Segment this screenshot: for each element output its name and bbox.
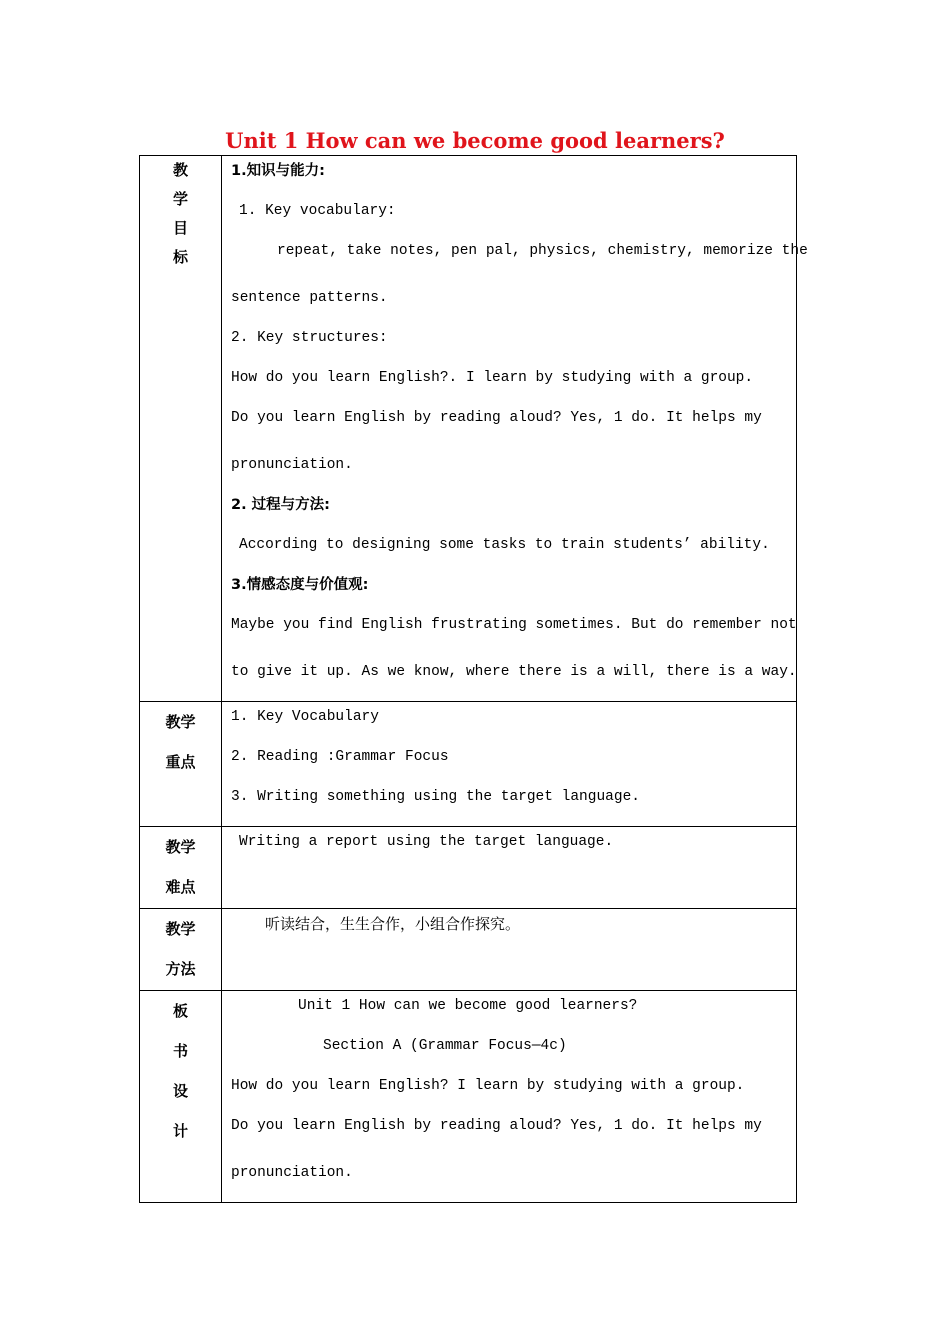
key-point-item: 1. Key Vocabulary xyxy=(231,709,379,725)
methods-content-cell xyxy=(222,909,797,991)
label-text: 方法 xyxy=(165,960,196,978)
process-line: According to designing some tasks to train students’ ability. xyxy=(239,537,770,553)
key-points-label-cell xyxy=(140,702,222,827)
board-line: Section A (Grammar Focus—4c) xyxy=(323,1038,567,1054)
emotion-line: Maybe you find English frustrating sometimes. But do remember not xyxy=(231,617,797,633)
board-line: pronunciation. xyxy=(231,1165,353,1181)
label-text: 难点 xyxy=(165,878,196,896)
board-design-content-cell xyxy=(222,991,797,1203)
objectives-label-cell xyxy=(140,156,222,702)
vocab-heading: 1. Key vocabulary: xyxy=(239,203,396,219)
methods-label-cell xyxy=(140,909,222,991)
structure-line: pronunciation. xyxy=(231,457,353,473)
process-heading: 2. 过程与方法: xyxy=(231,497,330,513)
page-title: Unit 1 How can we become good learners? xyxy=(225,128,725,153)
key-point-item: 3. Writing something using the target language. xyxy=(231,789,640,805)
structure-line: Do you learn English by reading aloud? Yes, 1 do. It helps my xyxy=(231,410,762,426)
label-text: 教学 xyxy=(165,920,196,938)
label-char: 学 xyxy=(172,190,188,208)
key-point-item: 2. Reading :Grammar Focus xyxy=(231,749,449,765)
methods-row xyxy=(140,909,797,991)
structure-line: How do you learn English?. I learn by studying with a group. xyxy=(231,370,754,386)
vocab-line: sentence patterns. xyxy=(231,290,388,306)
board-line: Unit 1 How can we become good learners? xyxy=(298,998,638,1014)
methods-text: 听读结合，生生合作，小组合作探究。 xyxy=(265,915,521,933)
board-design-label-cell xyxy=(140,991,222,1203)
label-char: 目 xyxy=(172,219,188,237)
board-line: Do you learn English by reading aloud? Yes, 1 do. It helps my xyxy=(231,1118,762,1134)
label-text: 教学 xyxy=(165,713,196,731)
emotion-heading: 3.情感态度与价值观: xyxy=(231,577,369,593)
board-line: How do you learn English? I learn by studying with a group. xyxy=(231,1078,745,1094)
label-char: 教 xyxy=(172,161,188,179)
label-char: 计 xyxy=(172,1122,188,1140)
label-char: 标 xyxy=(172,248,188,266)
label-char: 书 xyxy=(172,1042,188,1060)
emotion-line: to give it up. As we know, where there is a will, there is a way. xyxy=(231,664,797,680)
label-char: 板 xyxy=(172,1002,188,1020)
vocab-line: repeat, take notes, pen pal, physics, chemistry, memorize the xyxy=(277,243,808,259)
label-char: 设 xyxy=(172,1082,188,1100)
knowledge-heading: 1.知识与能力: xyxy=(231,163,325,179)
difficulties-label-cell xyxy=(140,827,222,909)
difficulties-row xyxy=(140,827,797,909)
label-text: 教学 xyxy=(165,838,196,856)
difficulty-text: Writing a report using the target language. xyxy=(239,834,614,850)
key-points-row xyxy=(140,702,797,827)
difficulties-content-cell xyxy=(222,827,797,909)
structures-heading: 2. Key structures: xyxy=(231,330,388,346)
objectives-content-cell xyxy=(222,156,808,702)
objectives-row xyxy=(140,156,797,702)
label-text: 重点 xyxy=(165,753,196,771)
board-design-row xyxy=(140,991,797,1203)
lesson-plan-table xyxy=(139,155,808,1203)
key-points-content-cell xyxy=(222,702,797,827)
